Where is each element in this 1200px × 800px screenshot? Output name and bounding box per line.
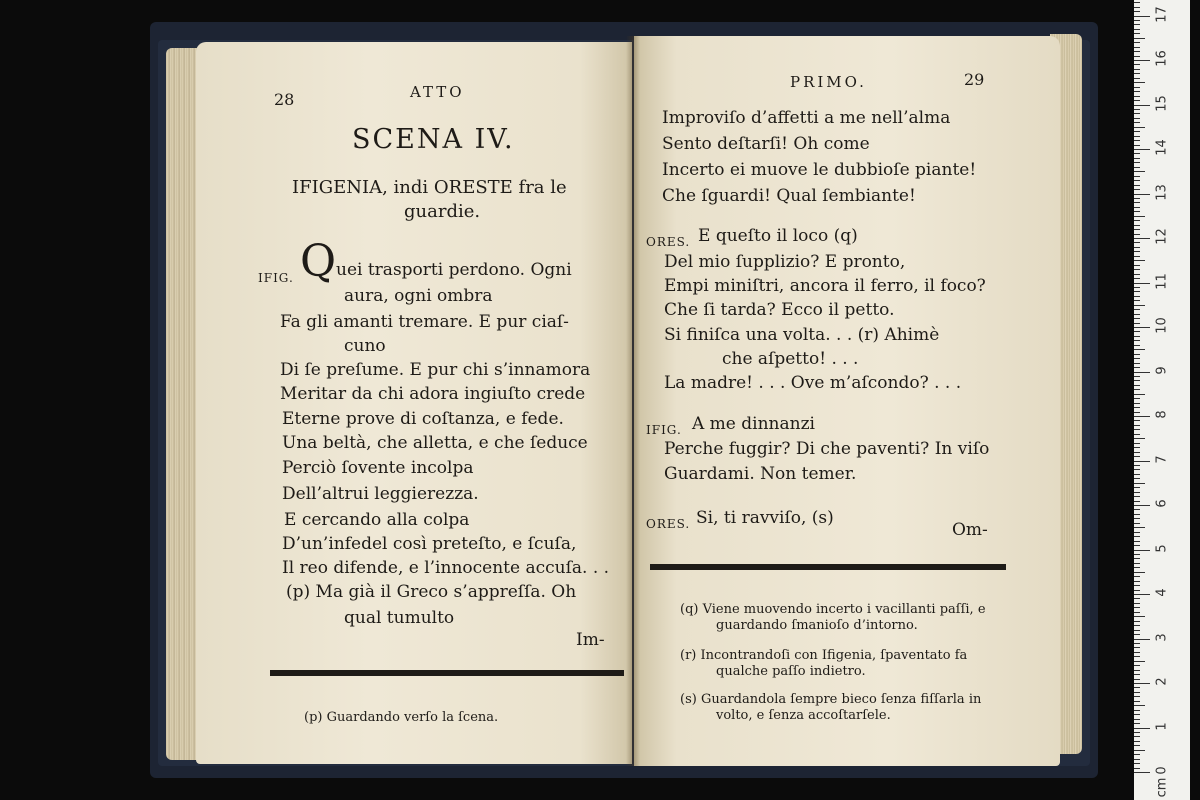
ruler-tick	[1134, 131, 1140, 132]
ruler-label: 0	[1154, 766, 1170, 775]
ruler-tick	[1134, 585, 1140, 586]
footnote-p: (p) Guardando verſo la ſcena.	[304, 710, 499, 725]
verse-line: (p) Ma già il Greco s’appreſſa. Oh	[286, 582, 577, 602]
ruler-tick	[1134, 78, 1140, 79]
ruler-tick	[1134, 323, 1140, 324]
verse-line: qual tumulto	[344, 608, 455, 628]
ruler-tick	[1134, 576, 1140, 577]
ruler-tick	[1134, 331, 1140, 332]
ruler-tick	[1134, 447, 1140, 448]
ruler-tick	[1134, 69, 1140, 70]
ruler-tick	[1134, 710, 1140, 711]
ruler-tick	[1134, 745, 1140, 746]
ruler-label: 6	[1154, 499, 1170, 508]
ruler-tick	[1134, 723, 1140, 724]
ruler-tick	[1134, 113, 1140, 114]
ruler-tick	[1134, 33, 1140, 34]
ruler-tick	[1134, 136, 1140, 137]
ruler-tick	[1134, 73, 1140, 74]
dramatis-line-1: IFIGENIA, indi ORESTE fra le	[292, 177, 567, 198]
ruler-tick	[1134, 469, 1140, 470]
ruler-tick	[1134, 260, 1145, 261]
ruler-tick	[1134, 51, 1140, 52]
ruler-tick	[1134, 514, 1140, 515]
verse-line: Di ſe preſume. E pur chi s’innamora	[280, 360, 591, 380]
ruler-tick	[1134, 229, 1140, 230]
ruler-tick	[1134, 234, 1140, 235]
ruler-tick	[1134, 287, 1140, 288]
ruler-tick	[1134, 56, 1140, 57]
ruler-label: 12	[1154, 228, 1170, 245]
verse-line: Incerto ei muove le dubbioſe piante!	[662, 160, 977, 180]
ruler-tick	[1134, 372, 1150, 373]
verse-line: Si, ti ravviſo, (s)	[696, 508, 834, 528]
ruler-tick	[1134, 105, 1150, 106]
ruler-tick	[1134, 118, 1140, 119]
ruler-label: 3	[1154, 632, 1170, 642]
ruler-tick	[1134, 367, 1140, 368]
ruler-tick	[1134, 153, 1140, 154]
ruler-tick	[1134, 625, 1140, 626]
ruler-tick	[1134, 140, 1140, 141]
ruler-tick	[1134, 96, 1140, 97]
verse-line: A me dinnanzi	[692, 414, 815, 434]
ruler-label: 5	[1154, 543, 1170, 553]
speaker-ifigenia: IFIG.	[646, 423, 682, 437]
ruler-label: 8	[1154, 410, 1170, 419]
ruler-label: 13	[1154, 183, 1170, 201]
ruler-tick	[1134, 412, 1140, 413]
dramatis-line-2: guardie.	[404, 201, 481, 222]
verse-line: Improviſo d’affetti a me nell’alma	[662, 108, 951, 128]
ruler-tick	[1134, 265, 1140, 266]
ruler-tick	[1134, 407, 1140, 408]
ruler-tick	[1134, 336, 1140, 337]
ruler-tick	[1134, 661, 1145, 662]
ruler-tick	[1134, 456, 1140, 457]
ruler-tick	[1134, 380, 1140, 381]
ruler-tick	[1134, 443, 1140, 444]
ruler-tick	[1134, 194, 1150, 195]
ruler-tick	[1134, 607, 1140, 608]
ruler-tick	[1134, 429, 1140, 430]
ruler-label: 11	[1154, 272, 1170, 290]
speaker-oreste: ORES.	[646, 235, 691, 249]
ruler-tick	[1134, 598, 1140, 599]
ruler-tick	[1134, 309, 1140, 310]
ruler-tick	[1134, 24, 1140, 25]
ruler-tick	[1134, 772, 1150, 773]
ruler-tick	[1134, 532, 1140, 533]
ruler-tick	[1134, 692, 1140, 693]
ruler-tick	[1134, 7, 1140, 8]
footnote-q-cont: guardando ſmanioſo d’intorno.	[716, 618, 918, 633]
ruler-tick	[1134, 590, 1140, 591]
ruler-tick	[1134, 149, 1150, 150]
ruler-tick	[1134, 403, 1140, 404]
ruler-tick	[1134, 349, 1145, 350]
verse-line: cuno	[344, 336, 386, 356]
ruler-tick	[1134, 122, 1140, 123]
ruler-tick	[1134, 202, 1140, 203]
left-page	[196, 42, 632, 764]
ruler-tick	[1134, 728, 1150, 729]
verse-line: D’un’infedel così preteſto, e ſcuſa,	[282, 534, 577, 554]
ruler-tick	[1134, 269, 1140, 270]
verse-line: Guardami. Non temer.	[664, 464, 857, 484]
ruler-tick	[1134, 171, 1145, 172]
ruler-tick	[1134, 247, 1140, 248]
ruler-tick	[1134, 754, 1140, 755]
ruler-tick	[1134, 483, 1145, 484]
ruler-tick	[1134, 536, 1140, 537]
ruler-tick	[1134, 732, 1140, 733]
ruler-label: 9	[1154, 365, 1170, 375]
verse-line: Empi miniſtri, ancora il ferro, il foco?	[664, 276, 986, 296]
verse-line: Meritar da chi adora ingiuſto crede	[280, 384, 586, 404]
ruler-tick	[1134, 211, 1140, 212]
page-number-right: 29	[964, 70, 985, 89]
ruler-label: 17	[1154, 5, 1170, 23]
ruler-tick	[1134, 701, 1140, 702]
catchword-left: Im-	[576, 630, 605, 650]
ruler-label: 15	[1154, 94, 1170, 112]
measuring-ruler	[1134, 0, 1190, 800]
ruler-tick	[1134, 47, 1140, 48]
ruler-tick	[1134, 145, 1140, 146]
ruler-tick	[1134, 16, 1150, 17]
ruler-tick	[1134, 496, 1140, 497]
ruler-tick	[1134, 518, 1140, 519]
ruler-label: 10	[1154, 317, 1170, 334]
ruler-tick	[1134, 492, 1140, 493]
ruler-tick	[1134, 630, 1140, 631]
verse-line: Perche fuggir? Di che paventi? In viſo	[664, 439, 990, 459]
ruler-tick	[1134, 768, 1140, 769]
ruler-tick	[1134, 180, 1140, 181]
right-page	[634, 36, 1060, 766]
ruler-tick	[1134, 478, 1140, 479]
ruler-tick	[1134, 656, 1140, 657]
ruler-tick	[1134, 550, 1150, 551]
ruler-tick	[1134, 251, 1140, 252]
verse-line: Perciò ſovente incolpa	[282, 458, 474, 478]
footnote-r: (r) Incontrandoſi con Ifigenia, ſpaventato fa	[680, 648, 968, 663]
ruler-tick	[1134, 674, 1140, 675]
ruler-label: 7	[1154, 454, 1170, 464]
ruler-tick	[1134, 594, 1150, 595]
ruler-tick	[1134, 581, 1140, 582]
ruler-tick	[1134, 318, 1140, 319]
ruler-tick	[1134, 296, 1140, 297]
ruler-tick	[1134, 274, 1140, 275]
ruler-tick	[1134, 127, 1145, 128]
footnote-rule-right	[650, 564, 1006, 569]
ruler-tick	[1134, 763, 1140, 764]
ruler-tick	[1134, 558, 1140, 559]
verse-line: La madre! . . . Ove m’aſcondo? . . .	[664, 373, 962, 393]
ruler-tick	[1134, 665, 1140, 666]
ruler-tick	[1134, 487, 1140, 488]
ruler-tick	[1134, 398, 1140, 399]
ruler-tick	[1134, 434, 1140, 435]
ruler-tick	[1134, 465, 1140, 466]
ruler-tick	[1134, 474, 1140, 475]
ruler-tick	[1134, 420, 1140, 421]
ruler-tick	[1134, 643, 1140, 644]
ruler-tick	[1134, 278, 1140, 279]
footnote-q: (q) Viene muovendo incerto i vacillanti paſſi, e	[680, 602, 986, 617]
footnote-s: (s) Guardandola ſempre bieco ſenza fiſſarla in	[680, 692, 982, 707]
ruler-tick	[1134, 652, 1140, 653]
ruler-tick	[1134, 759, 1140, 760]
ruler-tick	[1134, 242, 1140, 243]
verse-line: E cercando alla colpa	[284, 510, 470, 530]
verse-line: Si finiſca una volta. . . (r) Ahimè	[664, 325, 940, 345]
ruler-tick	[1134, 545, 1140, 546]
ruler-tick	[1134, 314, 1140, 315]
verse-line: Dell’altrui leggierezza.	[282, 484, 479, 504]
ruler-tick	[1134, 647, 1140, 648]
footnote-s-cont: volto, e ſenza accoſtarſele.	[716, 708, 891, 723]
verse-line: Fa gli amanti tremare. E pur ciaſ-	[280, 312, 569, 332]
ruler-tick	[1134, 389, 1140, 390]
ruler-tick	[1134, 198, 1140, 199]
ruler-label: 16	[1154, 50, 1170, 67]
ruler-tick	[1134, 167, 1140, 168]
ruler-label: 1	[1154, 721, 1170, 731]
ruler-label: 14	[1154, 139, 1170, 156]
ruler-tick	[1134, 741, 1140, 742]
ruler-tick	[1134, 683, 1150, 684]
ruler-tick	[1134, 425, 1140, 426]
ruler-tick	[1134, 283, 1150, 284]
ruler-tick	[1134, 679, 1140, 680]
ruler-tick	[1134, 238, 1150, 239]
ruler-tick	[1134, 64, 1140, 65]
ruler-tick	[1134, 176, 1140, 177]
ruler-label: 2	[1154, 677, 1170, 686]
ruler-tick	[1134, 256, 1140, 257]
book-gutter	[626, 36, 640, 766]
ruler-tick	[1134, 612, 1140, 613]
verse-line: Che ſguardi! Qual ſembiante!	[662, 186, 916, 206]
ruler-unit: cm	[1154, 777, 1170, 798]
ruler-tick	[1134, 541, 1140, 542]
ruler-tick	[1134, 376, 1140, 377]
ruler-tick	[1134, 416, 1150, 417]
footnote-r-cont: qualche paſſo indietro.	[716, 664, 866, 679]
ruler-tick	[1134, 340, 1140, 341]
ruler-tick	[1134, 719, 1140, 720]
verse-line: uei trasporti perdono. Ogni	[336, 260, 572, 280]
ruler-tick	[1134, 109, 1140, 110]
speaker-oreste: ORES.	[646, 517, 691, 531]
ruler-tick	[1134, 87, 1140, 88]
catchword-right: Om-	[952, 520, 988, 540]
ruler-tick	[1134, 527, 1145, 528]
ruler-tick	[1134, 438, 1145, 439]
ruler-tick	[1134, 354, 1140, 355]
speaker-ifigenia: IFIG.	[258, 271, 294, 285]
ruler-tick	[1134, 394, 1145, 395]
ruler-tick	[1134, 736, 1140, 737]
drop-cap: Q	[300, 236, 337, 287]
ruler-tick	[1134, 639, 1150, 640]
ruler-tick	[1134, 327, 1150, 328]
footnote-rule-left	[270, 670, 624, 675]
ruler-tick	[1134, 189, 1140, 190]
ruler-label: 4	[1154, 588, 1170, 597]
ruler-tick	[1134, 603, 1140, 604]
ruler-tick	[1134, 158, 1140, 159]
ruler-tick	[1134, 523, 1140, 524]
ruler-tick	[1134, 363, 1140, 364]
ruler-tick	[1134, 20, 1140, 21]
ruler-tick	[1134, 305, 1145, 306]
ruler-tick	[1134, 2, 1140, 3]
ruler-tick	[1134, 216, 1145, 217]
running-head-left: ATTO	[410, 83, 465, 101]
ruler-tick	[1134, 572, 1145, 573]
ruler-tick	[1134, 461, 1150, 462]
ruler-tick	[1134, 11, 1140, 12]
ruler-tick	[1134, 687, 1140, 688]
ruler-tick	[1134, 185, 1140, 186]
ruler-tick	[1134, 616, 1145, 617]
ruler-tick	[1134, 82, 1145, 83]
ruler-tick	[1134, 38, 1145, 39]
verse-line: Eterne prove di coſtanza, e fede.	[282, 409, 564, 429]
ruler-tick	[1134, 300, 1140, 301]
ruler-tick	[1134, 505, 1150, 506]
ruler-tick	[1134, 207, 1140, 208]
ruler-tick	[1134, 501, 1140, 502]
ruler-tick	[1134, 670, 1140, 671]
ruler-tick	[1134, 714, 1140, 715]
ruler-tick	[1134, 29, 1140, 30]
ruler-tick	[1134, 567, 1140, 568]
scene-title: SCENA IV.	[352, 124, 515, 155]
ruler-tick	[1134, 696, 1140, 697]
page-number-left: 28	[274, 90, 295, 109]
ruler-tick	[1134, 705, 1145, 706]
verse-line: Sento deſtarſi! Oh come	[662, 134, 870, 154]
ruler-tick	[1134, 162, 1140, 163]
ruler-tick	[1134, 554, 1140, 555]
ruler-tick	[1134, 42, 1140, 43]
ruler-tick	[1134, 345, 1140, 346]
running-head-right: PRIMO.	[790, 73, 867, 91]
ruler-tick	[1134, 452, 1140, 453]
ruler-tick	[1134, 291, 1140, 292]
ruler-tick	[1134, 225, 1140, 226]
verse-line: Il reo difende, e l’innocente accuſa. . .	[282, 558, 610, 578]
ruler-tick	[1134, 750, 1145, 751]
ruler-tick	[1134, 509, 1140, 510]
ruler-tick	[1134, 634, 1140, 635]
verse-line: aura, ogni ombra	[344, 286, 493, 306]
verse-line: che aſpetto! . . .	[722, 349, 859, 369]
verse-line: Che ſi tarda? Ecco il petto.	[664, 300, 895, 320]
ruler-tick	[1134, 621, 1140, 622]
verse-line: E queſto il loco (q)	[698, 226, 858, 246]
ruler-tick	[1134, 60, 1150, 61]
ruler-tick	[1134, 100, 1140, 101]
verse-line: Del mio ſupplizio? E pronto,	[664, 252, 906, 272]
ruler-tick	[1134, 220, 1140, 221]
ruler-tick	[1134, 91, 1140, 92]
verse-line: Una beltà, che alletta, e che ſeduce	[282, 433, 588, 453]
ruler-tick	[1134, 385, 1140, 386]
ruler-tick	[1134, 563, 1140, 564]
ruler-tick	[1134, 358, 1140, 359]
